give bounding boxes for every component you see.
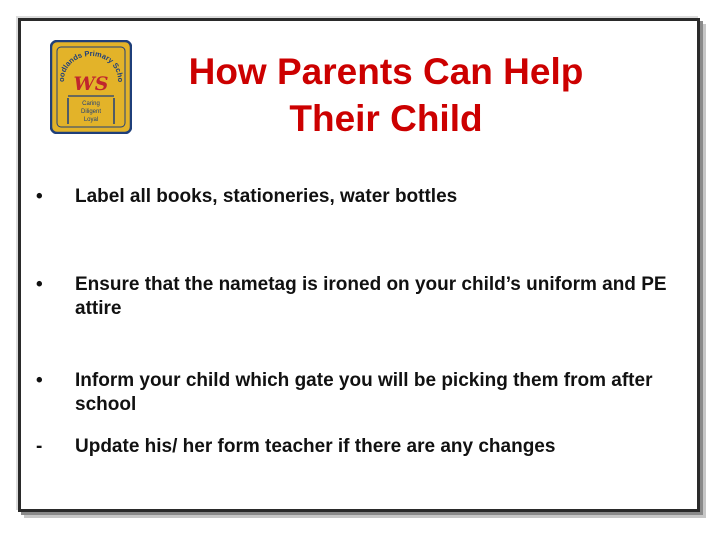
school-logo	[50, 40, 132, 134]
bullet-marker: •	[36, 186, 43, 207]
slide-title	[141, 48, 631, 142]
logo-motto-2: Diligent	[80, 109, 102, 115]
slide-frame	[18, 18, 700, 512]
bullet-text: Inform your child which gate you will be picking them from after school	[75, 370, 653, 415]
logo-arc-text: oodlands Primary Scho	[56, 48, 126, 83]
logo-monogram: WS	[73, 73, 109, 95]
title-line-2: Their Child	[289, 98, 483, 139]
bullet-marker: •	[36, 274, 43, 295]
logo-motto-1: Caring	[82, 101, 100, 107]
bullet-text: Ensure that the nametag is ironed on your child’s uniform and PE attire	[75, 274, 667, 319]
school-crest-icon	[50, 40, 132, 134]
bullet-item	[36, 435, 696, 459]
bullet-text: Label all books, stationeries, water bottles	[75, 186, 458, 207]
logo-motto-3: Loyal	[83, 117, 99, 123]
bullet-item	[36, 369, 696, 417]
bullet-text: Update his/ her form teacher if there are any changes	[75, 436, 556, 457]
title-line-1: How Parents Can Help	[188, 51, 584, 92]
bullet-item	[36, 273, 696, 321]
dash-marker: -	[36, 436, 43, 457]
bullet-item	[36, 185, 696, 209]
bullet-marker: •	[36, 370, 43, 391]
